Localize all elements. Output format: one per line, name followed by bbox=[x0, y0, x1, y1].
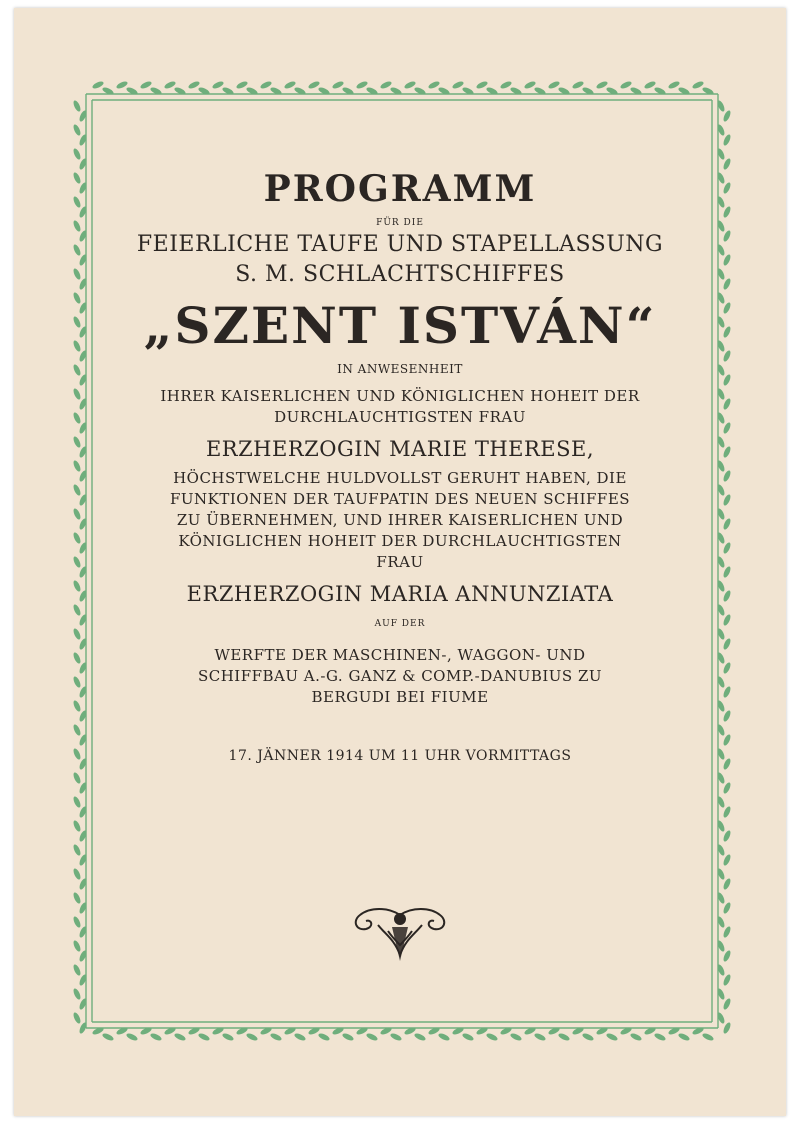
shipyard-line-1: WERFTE DER MASCHINEN-, WAGGON- UND bbox=[214, 646, 586, 664]
archduchess-name-2: ERZHERZOGIN MARIA ANNUNZIATA bbox=[186, 582, 614, 606]
ship-name: „SZENT ISTVÁN“ bbox=[143, 296, 657, 355]
flourish-ornament-icon bbox=[348, 905, 452, 963]
program-text bbox=[110, 168, 690, 766]
auf-der-text: AUF DER bbox=[374, 619, 426, 629]
shipyard-line-3: BERGUDI BEI FIUME bbox=[311, 688, 489, 706]
presence-line-1: IHRER KAISERLICHEN UND KÖNIGLICHEN HOHEIT DER bbox=[160, 387, 640, 405]
presence-line-2: DURCHLAUCHTIGSTEN FRAU bbox=[274, 408, 526, 426]
body-line-2: FUNKTIONEN DER TAUFPATIN DES NEUEN SCHIFFES bbox=[169, 490, 631, 508]
archduchess-name-1: ERZHERZOGIN MARIE THERESE, bbox=[205, 437, 595, 461]
subtitle-line-1: FEIERLICHE TAUFE UND STAPELLASSUNG bbox=[136, 232, 664, 257]
subtitle-line-2: S. M. SCHLACHTSCHIFFES bbox=[235, 262, 565, 287]
body-line-3: ZU ÜBERNEHMEN, UND IHRER KAISERLICHEN UND bbox=[176, 511, 624, 529]
in-anwesenheit-text: IN ANWESENHEIT bbox=[337, 362, 463, 376]
body-line-4: KÖNIGLICHEN HOHEIT DER DURCHLAUCHTIGSTEN bbox=[178, 532, 622, 550]
body-line-5: FRAU bbox=[376, 553, 424, 571]
program-heading: PROGRAMM bbox=[263, 168, 537, 210]
date-time: 17. JÄNNER 1914 UM 11 UHR VORMITTAGS bbox=[228, 748, 572, 764]
shipyard-line-2: SCHIFFBAU A.-G. GANZ & COMP.-DANUBIUS ZU bbox=[197, 667, 603, 685]
fuer-die-text: FÜR DIE bbox=[376, 218, 424, 228]
body-line-1: HÖCHSTWELCHE HULDVOLLST GERUHT HABEN, DIE bbox=[173, 469, 627, 487]
